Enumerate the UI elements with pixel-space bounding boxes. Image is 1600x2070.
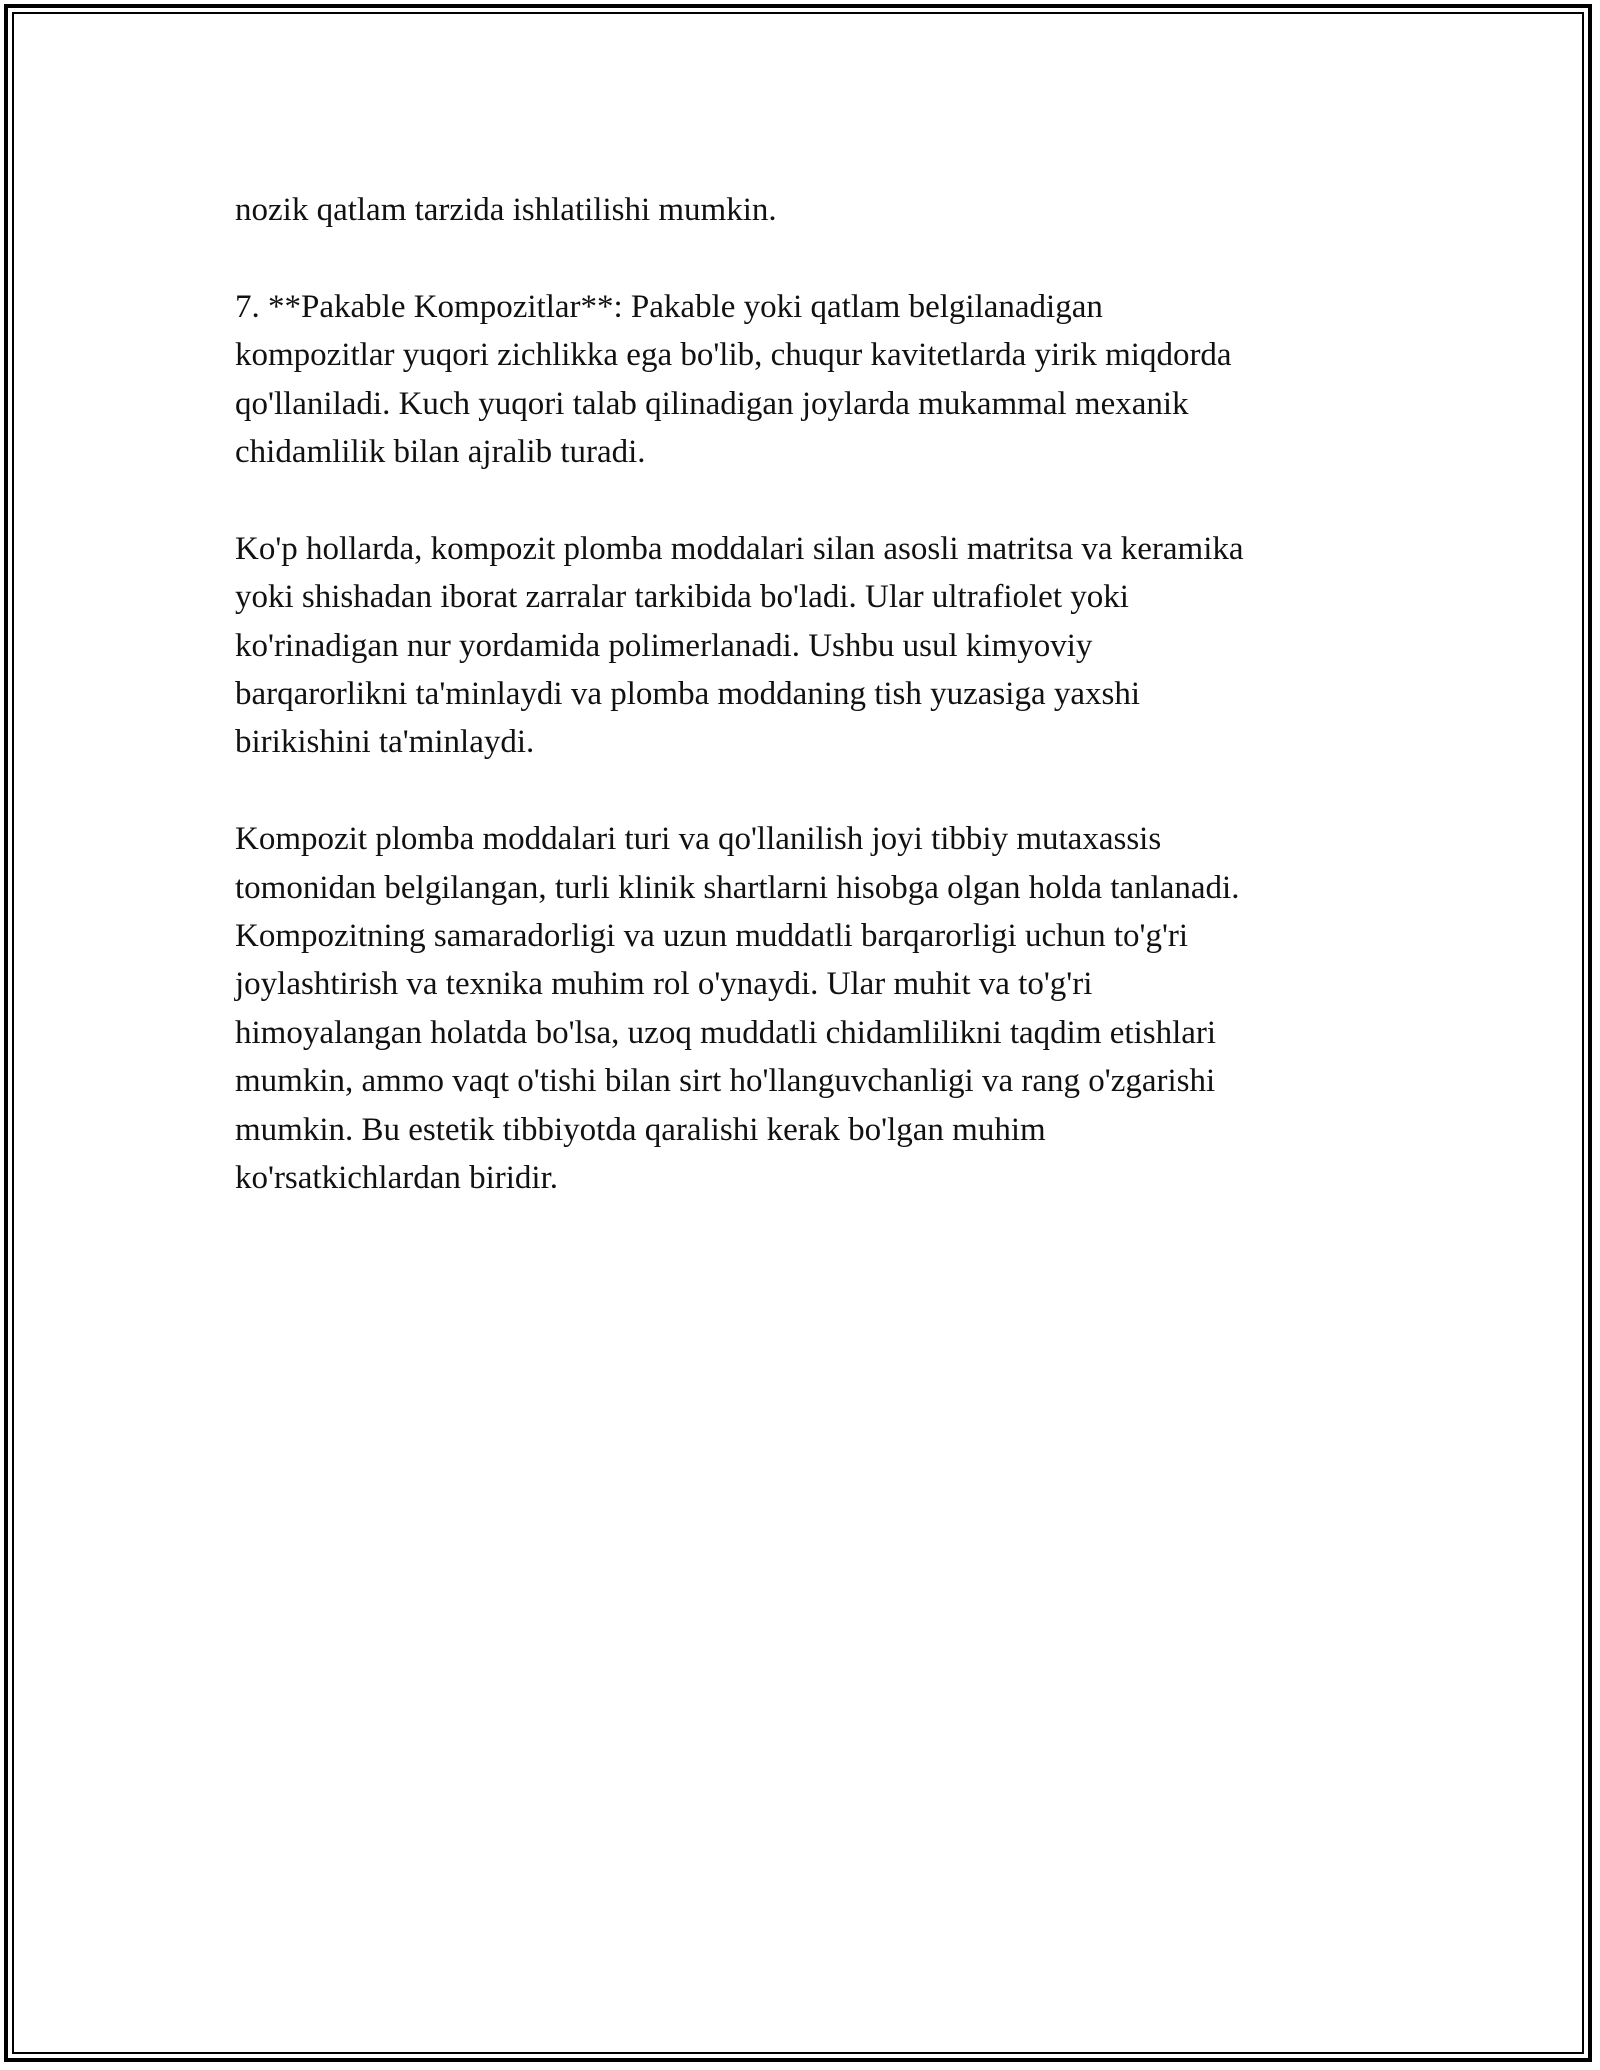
paragraph-continuation: nozik qatlam tarzida ishlatilishi mumkin. (235, 192, 777, 228)
document-body (235, 186, 1375, 1202)
paragraph-pakable-kompozitlar: 7. **Pakable Kompozitlar**: Pakable yoki qatlam belgilanadigan kompozitlar yuqori zichlikka ega bo'lib, chuqur kavitetlarda yirik miqdorda qo'llaniladi. Kuch yuqori talab qilinadigan joylarda mukammal mexanik chidamlilik bilan ajralib turadi. (235, 288, 1232, 471)
paragraph-composition: Ko'p hollarda, kompozit plomba moddalari silan asosli matritsa va keramika yoki shishadan iborat zarralar tarkibida bo'ladi. Ular ultrafiolet yoki ko'rinadigan nur yordamida polimerlanadi. Ushbu usul kimyoviy barqarorlikni ta'minlaydi va plomba moddaning tish yuzasiga yaxshi birikishini ta'minlaydi. (235, 530, 1244, 761)
paragraph-selection: Kompozit plomba moddalari turi va qo'llanilish joyi tibbiy mutaxassis tomonidan belgilangan, turli klinik shartlarni hisobga olgan holda tanlanadi. Kompozitning samaradorligi va uzun muddatli barqarorligi uchun to'g'ri joylashtirish va texnika muhim rol o'ynaydi. Ular muhit va to'g'ri himoyalangan holatda bo'lsa, uzoq muddatli chidamlilikni taqdim etishlari mumkin, ammo vaqt o'tishi bilan sirt ho'llanguvchanligi va rang o'zgarishi mumkin. Bu estetik tibbiyotda qaralishi kerak bo'lgan muhim ko'rsatkichlardan biridir. (235, 821, 1240, 1197)
